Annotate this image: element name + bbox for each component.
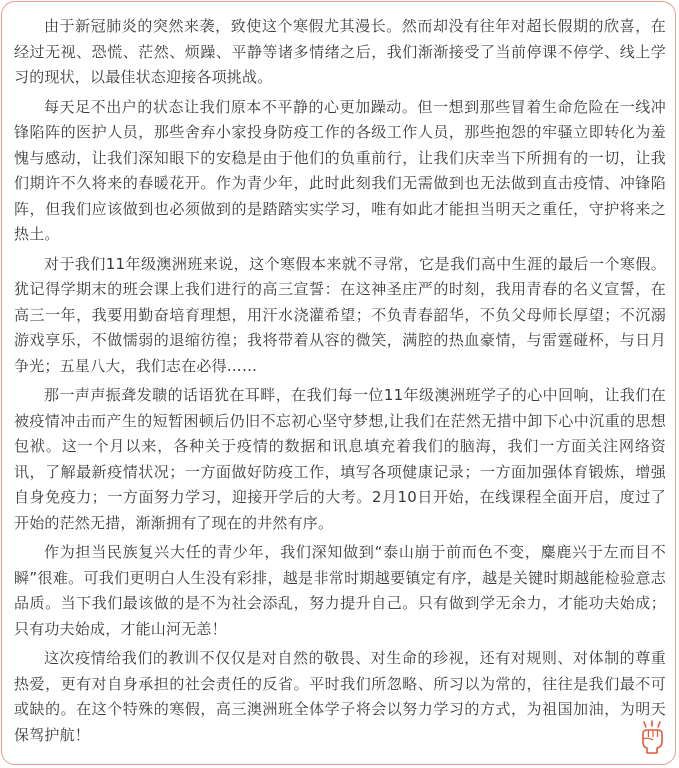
paragraph-6: 这次疫情给我们的教训不仅仅是对自然的敬畏、对生命的珍视，还有对规则、对体制的尊重热爱，更有对自身承担的社会责任的反省。平时我们所忽略、所习以为常的，往往是我们最不可或缺的。在这个特殊的寒假，高三澳洲班全体学子将会以努力学习的方式，为祖国加油，为明天保驾护航！ [14, 649, 666, 744]
article-frame [1, 1, 676, 765]
paragraph-3: 对于我们11年级澳洲班来说，这个寒假本来就不寻常，它是我们高中生涯的最后一个寒假。犹记得学期末的班会课上我们进行的高三宣誓：在这神圣庄严的时刻，我用青春的名义宣誓，在高三一年，我要用勤奋培育理想，用汗水浇灌希望；不负青春韶华，不负父母师长厚望；不沉溺游戏享乐，不做懦弱的退缩彷徨；我将带着从容的微笑，满腔的热血豪情，与雷霆碰杯，与日月争光；五星八大，我们志在必得…… [14, 254, 666, 375]
paragraph-5: 作为担当民族复兴大任的青少年，我们深知做到“泰山崩于前而色不变，麋鹿兴于左而目不瞬”很难。可我们更明白人生没有彩排，越是非常时期越要镇定有序，越是关键时期越能检验意志品质。当下我们最该做的是不为社会添乱，努力提升自己。只有做到学无余力，才能功夫始成；只有功夫始成，才能山河无恙！ [14, 543, 666, 638]
paragraph-1: 由于新冠肺炎的突然来袭，致使这个寒假尤其漫长。然而却没有往年对超长假期的欣喜，在经过无视、恐慌、茫然、烦躁、平静等诸多情绪之后，我们渐渐接受了当前停课不停学、线上学习的现状，以最佳状态迎接各项挑战。 [14, 17, 666, 86]
paragraph-4: 那一声声振聋发聩的话语犹在耳畔，在我们每一位11年级澳洲班学子的心中回响，让我们在被疫情冲击而产生的短暂困顿后仍旧不忘初心坚守梦想,让我们在茫然无措中卸下心中沉重的思想包袱。这一个月以来，各种关于疫情的数据和讯息填充着我们的脑海，我们一方面关注网络资讯，了解最新疫情状况；一方面做好防疫工作，填写各项健康记录；一方面加强体育锻炼，增强自身免疫力；一方面努力学习，迎接开学后的大考。2月10日开始，在线课程全面开启，度过了开始的茫然无措，渐渐拥有了现在的井然有序。 [14, 386, 666, 532]
paragraph-2: 每天足不出户的状态让我们原本不平静的心更加躁动。但一想到那些冒着生命危险在一线冲锋陷阵的医护人员，那些舍弃小家投身防疫工作的各级工作人员，那些抱怨的牢骚立即转化为羞愧与感动，让我们深知眼下的安稳是由于他们的负重前行，让我们庆幸当下所拥有的一切，让我们期许不久将来的春暖花开。作为青少年，此时此刻我们无需做到也无法做到直击疫情、冲锋陷阵，但我们应该做到也必须做到的是踏踏实实学习，唯有如此才能担当明天之重任，守护将来之热土。 [14, 97, 666, 243]
article-body [14, 14, 666, 752]
raised-fist-icon [639, 720, 665, 754]
